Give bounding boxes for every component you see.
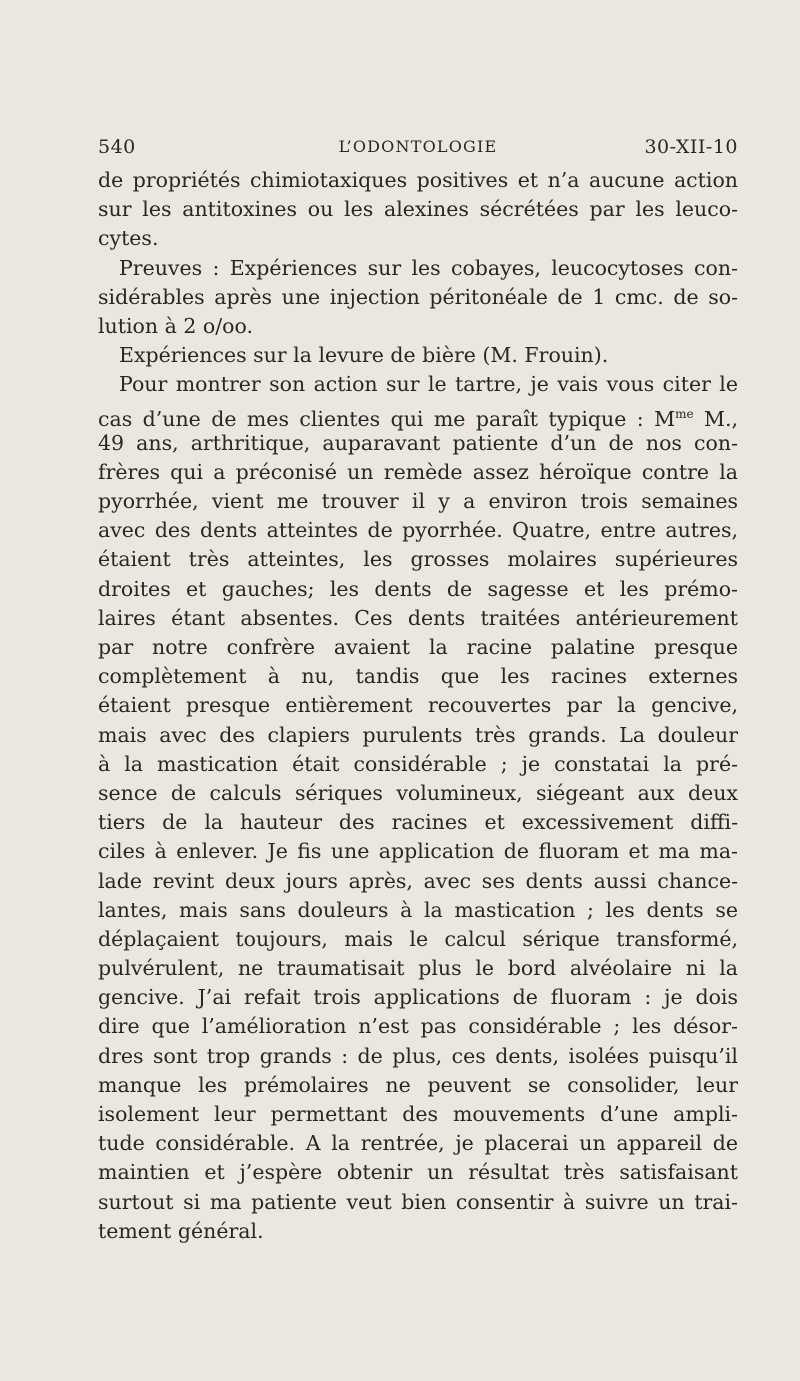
text-line: lution à 2 o/oo. (98, 313, 254, 338)
text-line: lade revint deux jours après, avec ses dents aussi chance- (98, 868, 738, 893)
issue-date: 30-XII-10 (644, 136, 738, 158)
text-line: Expériences sur la levure de bière (M. Frouin). (119, 343, 609, 368)
text-line: sidérables après une injection péritonéale de 1 cmc. de so- (98, 284, 738, 309)
text-line: par notre confrère avaient la racine palatine presque (98, 635, 738, 659)
text-line: surtout si ma patiente veut bien consentir à suivre un trai- (98, 1189, 738, 1214)
text-line: frères qui a préconisé un remède assez héroïque contre la (98, 459, 738, 484)
text-line: tiers de la hauteur des racines et excessivement diffi- (98, 810, 738, 835)
text-line: de propriétés chimiotaxiques positives et n’a aucune action (98, 168, 738, 192)
journal-title: L’ODONTOLOGIE (338, 137, 498, 156)
superscript: me (675, 406, 694, 421)
text-line: droites et gauches; les dents de sagesse et les prémo- (98, 576, 738, 601)
page-number: 540 (98, 136, 136, 158)
text-line: pyorrhée, vient me trouver il y a environ trois semaines (98, 489, 738, 514)
text-line: étaient très atteintes, les grosses molaires supérieures (98, 547, 738, 572)
text-line: manque les prémolaires ne peuvent se consolider, leur (98, 1072, 738, 1097)
text-line: Pour montrer son action sur le tartre, je vais vous citer le (119, 372, 738, 397)
text-line: complètement à nu, tandis que les racines externes (98, 664, 738, 689)
text-line: laires étant absentes. Ces dents traitées antérieurement (98, 605, 738, 630)
text-line: isolement leur permettant des mouvements d’une ampli- (98, 1102, 738, 1126)
text-line: dire que l’amélioration n’est pas considérable ; les désor- (98, 1014, 738, 1039)
text-line: étaient presque entièrement recouvertes par la gencive, (98, 693, 738, 718)
text-line: lantes, mais sans douleurs à la mastication ; les dents se (98, 897, 738, 922)
text-line-main: cas d’une de mes clientes qui me paraît typique : M (98, 406, 676, 431)
text-line: 49 ans, arthritique, auparavant patiente d’un de nos con- (98, 430, 738, 455)
text-line: tude considérable. A la rentrée, je placerai un appareil de (98, 1131, 738, 1156)
text-line: cytes. (98, 226, 159, 251)
text-line: dres sont trop grands : de plus, ces dents, isolées puisqu’il (98, 1043, 738, 1068)
text-line: mais avec des clapiers purulents très grands. La douleur (98, 722, 738, 747)
body-text (98, 166, 738, 1246)
text-line-with-superscript (98, 400, 738, 429)
text-line: maintien et j’espère obtenir un résultat très satisfaisant (98, 1160, 738, 1185)
text-line: sence de calculs sériques volumineux, siégeant aux deux (98, 780, 738, 805)
text-line-suffix: M., (693, 406, 738, 431)
text-line: ciles à enlever. Je fis une application de fluoram et ma ma- (98, 839, 738, 864)
text-line: sur les antitoxines ou les alexines sécrétées par les leuco- (98, 197, 738, 222)
text-line: pulvérulent, ne traumatisait plus le bord alvéolaire ni la (98, 956, 738, 981)
running-head (98, 134, 738, 160)
text-line: avec des dents atteintes de pyorrhée. Quatre, entre autres, (98, 518, 738, 543)
text-line: à la mastication était considérable ; je constatai la pré- (98, 751, 738, 776)
text-line: déplaçaient toujours, mais le calcul sérique transformé, (98, 926, 738, 951)
text-line: gencive. J’ai refait trois applications de fluoram : je dois (98, 985, 738, 1010)
text-line: tement général. (98, 1218, 264, 1243)
text-line: Preuves : Expériences sur les cobayes, leucocytoses con- (119, 255, 738, 280)
